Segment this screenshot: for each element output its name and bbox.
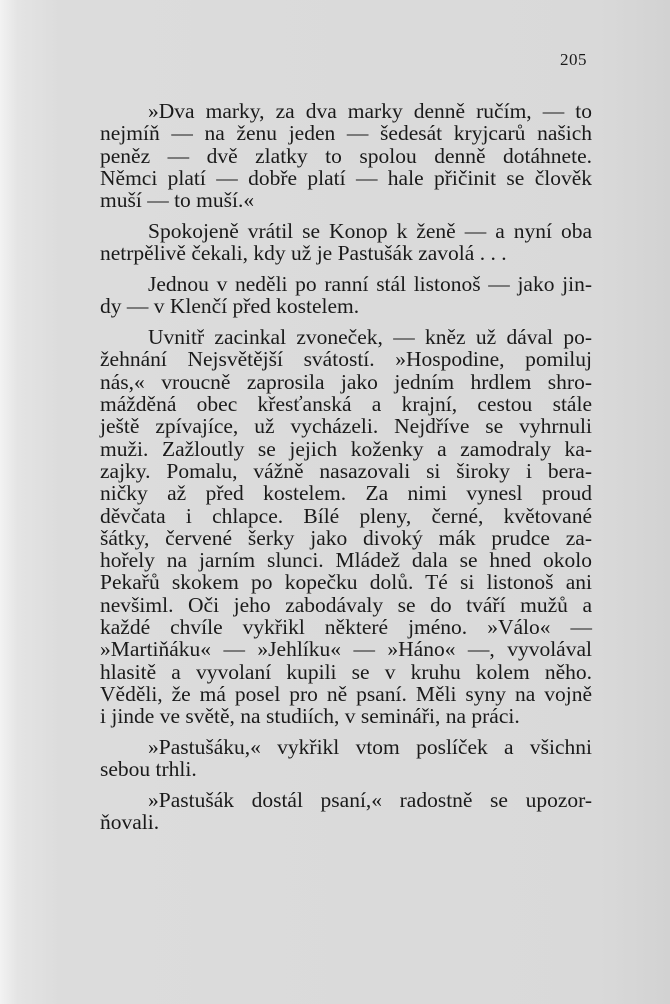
text-line: žehnání Nejsvětější svátostí. »Hospodine, pomiluj — [100, 347, 592, 372]
text-line: Jednou v neděli po ranní stál listonoš — jako jin- — [148, 272, 592, 297]
paragraph-4 — [52, 326, 592, 727]
text-line: každé chvíle vykřikl některé jméno. »Válo« — — [100, 615, 592, 640]
text-line: muži. Zažloutly se jejich koženky a zamodraly ka- — [100, 436, 592, 461]
text-line: nás,« vroucně zaprosila jako jedním hrdlem shro- — [100, 369, 592, 394]
text-line: nejmíň — na ženu jeden — šedesát kryjcarů našich — [100, 121, 592, 146]
text-line: peněz — dvě zlatky to spolou denně dotáhnete. — [100, 143, 592, 168]
text-line: ještě zpívajíce, už vycházeli. Nejdříve se vyhrnuli — [100, 414, 592, 439]
text-line: i jinde ve světě, na studiích, v semináři, na práci. — [100, 704, 520, 729]
body-text — [52, 100, 592, 842]
text-line: sebou trhli. — [100, 757, 197, 782]
text-line: Němci platí — dobře platí — hale přičinit se člověk — [100, 165, 592, 190]
text-line: »Dva marky, za dva marky denně ručím, — to — [148, 99, 592, 123]
text-line: Uvnitř zacinkal zvoneček, — kněz už dával po- — [148, 325, 592, 350]
paragraph-3 — [52, 273, 592, 318]
text-line: ničky až před kostelem. Za nimi vynesl proud — [100, 481, 592, 506]
text-line: muší — to muší.« — [100, 188, 255, 213]
paragraph-5 — [52, 736, 592, 781]
text-line: mážděná obec křesťanská a krajní, cestou stále — [100, 392, 592, 417]
text-line: »Pastušáku,« vykřikl vtom poslíček a všichni — [148, 735, 592, 760]
paragraph-1 — [52, 100, 592, 211]
text-line: netrpělivě čekali, kdy už je Pastušák zavolá . . . — [100, 241, 507, 266]
text-line: hlasitě a vyvolaní kupili se v kruhu kolem něho. — [100, 659, 592, 684]
text-line: Spokojeně vrátil se Konop k ženě — a nyní oba — [148, 218, 592, 243]
text-line: »Martiňáku« — »Jehlíku« — »Háno« —, vyvolával — [100, 637, 592, 662]
text-line: děvčata i chlapce. Bílé pleny, černé, květované — [100, 503, 592, 528]
text-line: »Pastušák dostál psaní,« radostně se upozor- — [148, 788, 592, 813]
text-line: šátky, červené šerky jako divoký mák prudce za- — [100, 525, 592, 550]
paragraph-6 — [52, 789, 592, 834]
text-line: ňovali. — [100, 810, 160, 835]
text-line: nevšiml. Oči jeho zabodávaly se do tváří mužů a — [100, 592, 592, 617]
text-line: hořely na jarním slunci. Mládež dala se hned okolo — [100, 548, 592, 573]
text-line: zajky. Pomalu, vážně nasazovali si široky i bera- — [100, 458, 592, 483]
text-line: dy — v Klenčí před kostelem. — [100, 294, 360, 319]
text-line: Pekařů skokem po kopečku dolů. Té si listonoš ani — [100, 570, 592, 595]
paragraph-2 — [52, 220, 592, 265]
text-line: Věděli, že má posel pro ně psaní. Měli syny na vojně — [100, 681, 592, 706]
page-number: 205 — [560, 50, 587, 69]
